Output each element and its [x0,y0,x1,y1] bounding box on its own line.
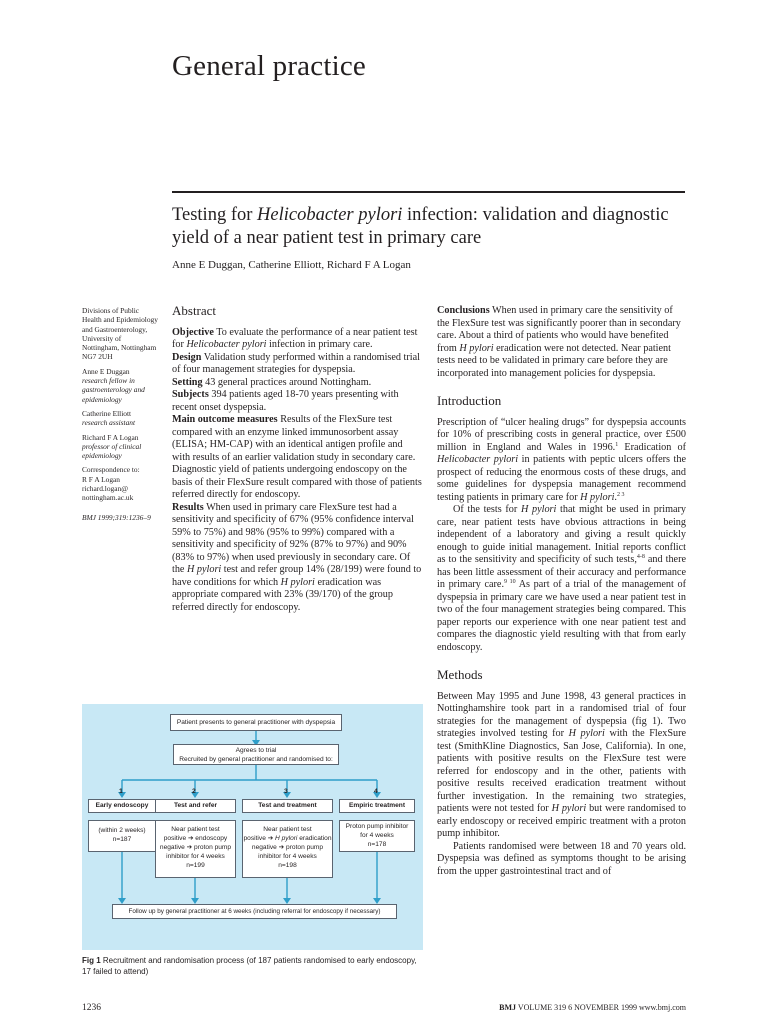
arm-box-early-endoscopy: (within 2 weeks) n=187 [88,820,156,852]
title-rule [172,191,685,193]
arm-box-empiric-treatment: Proton pump inhibitor for 4 weeks n=178 [339,820,415,852]
flowchart-figure [82,704,423,950]
affiliation-sidebar [82,306,160,527]
affiliation: Divisions of Public Health and Epidemiology and Gastroenterology, University of Nottingham, Nottingham NG7 2UH [82,306,158,362]
arm-number: 1 [119,788,123,795]
arm-title-early-endoscopy: Early endoscopy [88,799,156,813]
methods-paragraph: Between May 1995 and June 1998, 43 general practices in Nottinghamshire took part in a randomised trial of four strategies for the management of dyspepsia (fig 1). Two strategies involved testing for H pylori with the FlexSure test (SmithKline Diagnostics, San Jose, California). In one, patients with positive results on the FlexSure test were referred for endoscopy and in the other, patients with positive results received eradication treatment without further investigation. In the remaining two strategies, patients were not tested for H pylori but were randomised to early endoscopy or received empiric treatment with a proton pump inhibitor. [437,690,687,839]
arm-title-empiric-treatment: Empiric treatment [339,799,415,813]
abstract-outcome: Main outcome measures Results of the FlexSure test compared with an enzyme linked immunosorbent assay (ELISA; HM-CAP) with an identical antigen profile and with results of an earlier validation study in secondary care. Diagnostic yield of patients undergoing endoscopy on the basis of their FlexSure result compared with those of patients referred directly for endoscopy. [172,414,422,500]
author-affiliation: Richard F A Logan professor of clinical epidemiology [82,432,142,461]
abstract-design: Design Validation study performed within a randomised trial of four management strategies for dyspepsia. [172,351,420,375]
arm-number: 3 [284,788,288,795]
arm-number: 4 [374,788,378,795]
article-title: Testing for Helicobacter pylori infection: validation and diagnostic yield of a near patient test in primary care [172,205,669,248]
abstract-heading: Abstract [172,303,217,318]
flow-presentation-box: Patient presents to general practitioner with dyspepsia [170,714,342,731]
introduction-paragraph: Of the tests for H pylori that might be used in primary care, near patient tests have obvious attractions in being independent of a laboratory and giving a result quickly enough to guide initial management. Initial reports conflict as to the sensitivity and specificity of such tests,$^{4-8}$ and there has been little assessment of their accuracy and performance in primary care.$^{9 10}$ As part of a trial of the management of dyspepsia in primary care we have used a near patient test in two of the four management strategies being compared. This paper reports our experience with one near patient test and compares the diagnostic yield resulting with that from early endoscopy. [437,504,686,653]
abstract-column [172,305,422,614]
abstract-results: Results When used in primary care FlexSure test had a sensitivity and specificity of 67% (95% confidence interval 59% to 75%) and 98% (95% to 99%) compared with a sensitivity and specificity of 92% (87% to 97%) and 90% (83% to 97%) when used previously in secondary care. Of the H pylori test and refer group 14% (28/199) were found to have conditions for which H pylori eradication was appropriate compared with 23% (39/170) of the group referred directly for endoscopy. [172,501,422,613]
author-affiliation: Catherine Elliott research assistant [82,408,136,428]
arm-title-test-and-treatment: Test and treatment [242,799,333,813]
arm-title-test-and-refer: Test and refer [155,799,236,813]
author-list: Anne E Duggan, Catherine Elliott, Richard F A Logan [172,259,411,271]
methods-paragraph: Patients randomised were between 18 and 70 years old. Dyspepsia was defined as symptoms thought to be arising from the upper gastrointestinal tract and of [437,840,686,877]
introduction-heading: Introduction [437,393,502,408]
abstract-objective: Objective To evaluate the performance of a near patient test for Helicobacter pylori infection in primary care. [172,326,418,350]
arm-number: 2 [192,788,196,795]
abstract-setting: Setting 43 general practices around Nottingham. [172,376,372,388]
abstract-conclusions: Conclusions When used in primary care the sensitivity of the FlexSure test was significantly poorer than in secondary care. About a third of patients who would have benefited from H pylori eradication were not detected. Near patient tests need to be validated in primary care before they are incorporated into management policies for dyspepsia. [437,305,681,379]
introduction-paragraph: Prescription of “ulcer healing drugs” for dyspepsia accounts for 10% of prescribing costs in general practice, over £500 million in England and Wales in 1996.$^1$ Eradication of Helicobacter pylori in patients with peptic ulcers offers the prospect of reducing the enormous costs of these drugs, and some guidelines for dyspepsia management recommend testing patients in primary care for H pylori.$^{2 3}$ [437,416,687,503]
correspondence: Correspondence to: R F A Logan richard.logan@ nottingham.ac.uk [82,465,140,503]
methods-heading: Methods [437,667,483,682]
email-link[interactable]: richard.logan@ nottingham.ac.uk [82,484,134,503]
body-column [437,305,686,878]
author-affiliation: Anne E Duggan research fellow in gastroenterology and epidemiology [82,366,145,404]
arm-box-test-and-treatment: Near patient test positive ➔ H pylori eradication negative ➔ proton pump inhibitor for 4 weeks n=198 [242,820,333,878]
arm-box-test-and-refer: Near patient test positive ➔ endoscopy negative ➔ proton pump inhibitor for 4 weeks n=199 [155,820,236,878]
journal-footer: BMJ VOLUME 319 6 NOVEMBER 1999 www.bmj.com [499,1003,686,1012]
abstract-subjects: Subjects 394 patients aged 18-70 years presenting with recent onset dyspepsia. [172,389,399,413]
page-number: 1236 [82,1003,101,1013]
citation: BMJ 1999;319:1236–9 [82,512,151,522]
figure-caption: Fig 1 Recruitment and randomisation process (of 187 patients randomised to early endoscopy, 17 failed to attend) [82,956,417,976]
flow-randomisation-box: Agrees to trial Recruited by general practitioner and randomised to: [173,744,339,765]
flow-followup-box: Follow up by general practitioner at 6 weeks (including referral for endoscopy if necessary) [112,904,397,919]
section-heading: General practice [172,50,366,82]
